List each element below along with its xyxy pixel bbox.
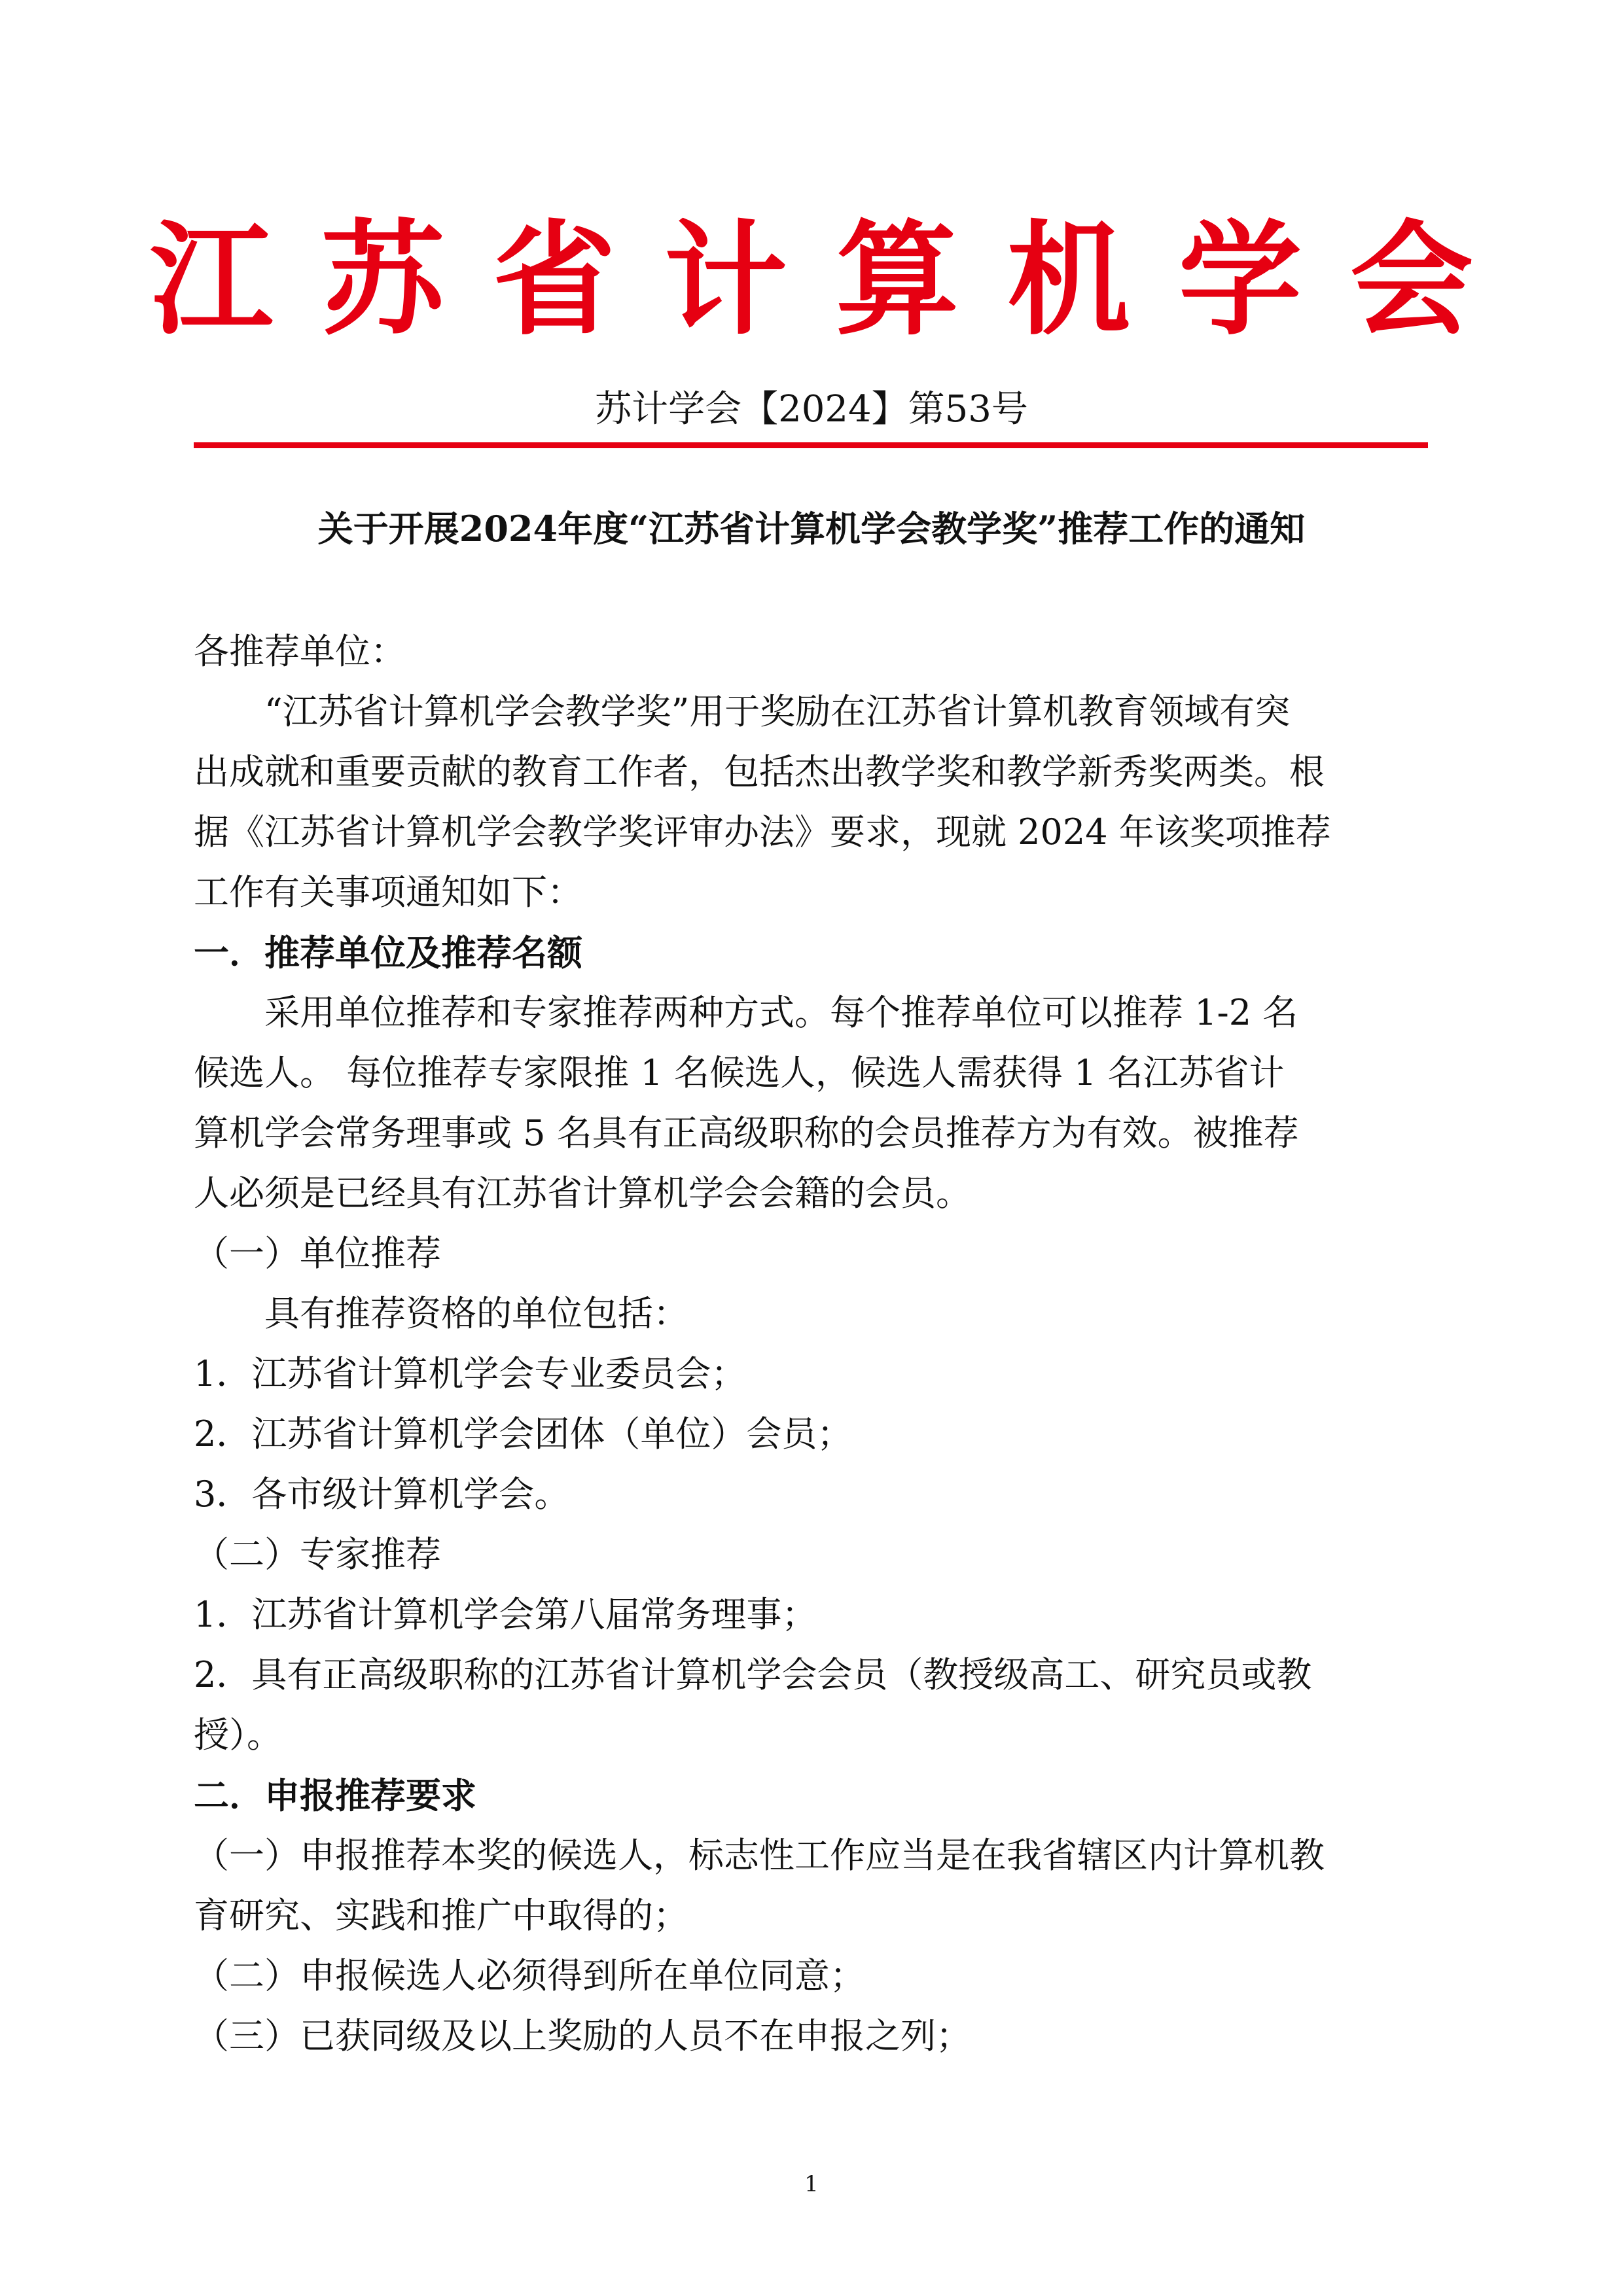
paragraph-line: 采用单位推荐和专家推荐两种方式。每个推荐单位可以推荐 1-2 名 — [194, 992, 1298, 1033]
notice-body — [194, 622, 1428, 2066]
paragraph-line: 据《江苏省计算机学会教学奖评审办法》要求，现就 2024 年该奖项推荐 — [194, 811, 1331, 853]
organization-title: 江苏省计算机学会 — [150, 207, 1522, 352]
notice-title: 关于开展2024年度“江苏省计算机学会教学奖”推荐工作的通知 — [317, 508, 1306, 550]
list-item: 2．具有正高级职称的江苏省计算机学会会员（教授级高工、研究员或教 — [194, 1654, 1312, 1695]
paragraph-line: 具有推荐资格的单位包括： — [194, 1293, 688, 1334]
subsection-heading: （一）单位推荐 — [194, 1233, 441, 1274]
paragraph-line: “江苏省计算机学会教学奖”用于奖励在江苏省计算机教育领域有突 — [194, 691, 1291, 732]
requirement-item: （二）申报候选人必须得到所在单位同意； — [194, 1955, 865, 1996]
document-number: 苏计学会【2024】第53号 — [595, 388, 1028, 431]
paragraph-line: 人必须是已经具有江苏省计算机学会会籍的会员。 — [194, 1173, 971, 1214]
list-item: 2．江苏省计算机学会团体（单位）会员； — [194, 1413, 853, 1455]
requirement-item: （三）已获同级及以上奖励的人员不在申报之列； — [194, 2015, 971, 2057]
paragraph-line: 候选人。 每位推荐专家限推 1 名候选人，候选人需获得 1 名江苏省计 — [194, 1052, 1285, 1093]
section-heading-2: 二．申报推荐要求 — [194, 1775, 476, 1816]
list-item: 1．江苏省计算机学会专业委员会； — [194, 1353, 747, 1394]
requirement-item-continuation: 育研究、实践和推广中取得的； — [194, 1895, 688, 1936]
list-item: 3．各市级计算机学会。 — [194, 1474, 570, 1515]
paragraph-line: 出成就和重要贡献的教育工作者，包括杰出教学奖和教学新秀奖两类。根 — [194, 751, 1325, 792]
paragraph-line: 工作有关事项通知如下： — [194, 872, 582, 913]
paragraph-line: 算机学会常务理事或 5 名具有正高级职称的会员推荐方为有效。被推荐 — [194, 1112, 1299, 1154]
requirement-item: （一）申报推荐本奖的候选人，标志性工作应当是在我省辖区内计算机教 — [194, 1835, 1325, 1876]
red-divider-line — [194, 442, 1428, 448]
section-heading-1: 一．推荐单位及推荐名额 — [194, 932, 582, 974]
page-number: 1 — [804, 2171, 819, 2197]
subsection-heading: （二）专家推荐 — [194, 1534, 441, 1575]
list-item-continuation: 授）。 — [194, 1714, 282, 1756]
list-item: 1．江苏省计算机学会第八届常务理事； — [194, 1594, 817, 1635]
salutation-line: 各推荐单位： — [194, 631, 406, 672]
